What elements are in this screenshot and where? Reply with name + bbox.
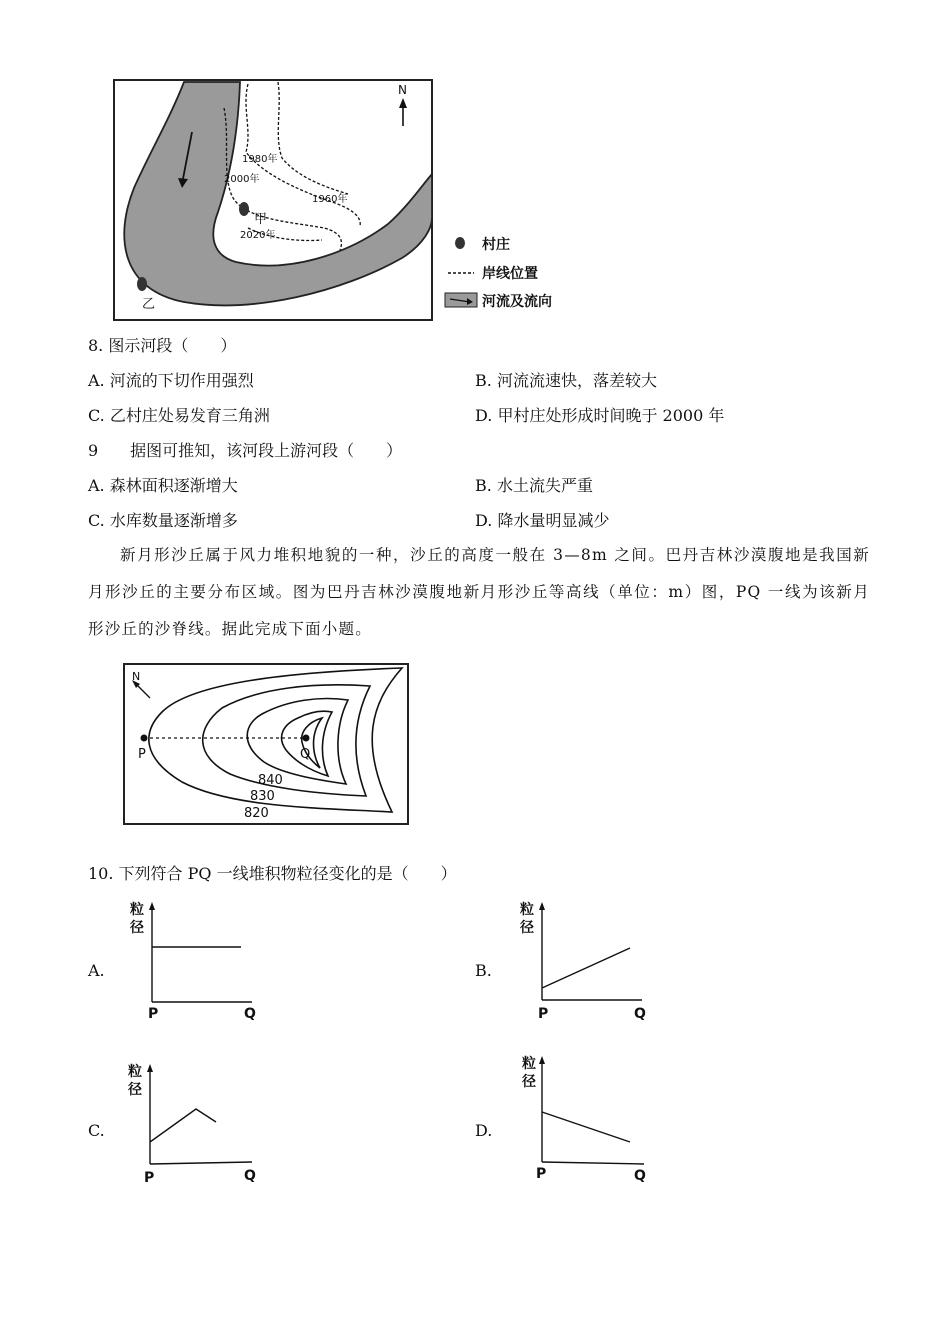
river-map-figure xyxy=(112,78,582,324)
graph-c-x-end: Q xyxy=(244,1168,256,1184)
graph-b-y-label-1: 粒 xyxy=(520,902,534,918)
contour-label-830: 830 xyxy=(250,789,275,804)
year-label-1980: 1980年 xyxy=(242,154,278,165)
point-q xyxy=(303,735,310,742)
graph-c-x-start: P xyxy=(144,1170,155,1186)
q8-option-d[interactable]: D. 甲村庄处形成时间晚于 2000 年 xyxy=(475,406,725,425)
graph-a-x-end: Q xyxy=(244,1006,256,1022)
point-p xyxy=(141,735,148,742)
q10-option-d-label[interactable]: D. xyxy=(475,1121,493,1140)
graph-b-x-end: Q xyxy=(634,1006,646,1022)
q10-option-b-label[interactable]: B. xyxy=(475,961,492,980)
q10-graph-b[interactable] xyxy=(516,898,656,1028)
graph-b-y-label-2: 径 xyxy=(520,920,534,936)
graph-d-curve xyxy=(542,1112,630,1142)
graph-d-y-label-2: 径 xyxy=(522,1074,536,1090)
q9-stem: 9 据图可推知，该河段上游河段（ ） xyxy=(88,441,403,460)
year-label-2000: 2000年 xyxy=(224,174,260,185)
q9-option-d[interactable]: D. 降水量明显减少 xyxy=(475,511,610,530)
graph-d-x-end: Q xyxy=(634,1168,646,1184)
legend-village-label: 村庄 xyxy=(482,237,510,253)
graph-a-x-start: P xyxy=(148,1006,159,1022)
village-jia-marker xyxy=(239,202,249,216)
village-yi-marker xyxy=(137,277,147,291)
legend-shoreline-label: 岸线位置 xyxy=(482,266,538,282)
legend-river-label: 河流及流向 xyxy=(482,294,552,310)
river-map-svg xyxy=(112,78,582,324)
graph-a-y-label-2: 径 xyxy=(130,920,144,936)
graph-c-y-label-2: 径 xyxy=(128,1082,142,1098)
q10-graph-d[interactable] xyxy=(516,1052,656,1188)
q9-option-c[interactable]: C. 水库数量逐渐增多 xyxy=(88,511,238,530)
contour-label-820: 820 xyxy=(244,806,269,821)
legend-village-symbol xyxy=(455,237,465,249)
graph-d-y-label-1: 粒 xyxy=(522,1056,536,1072)
point-q-label: Q xyxy=(300,747,311,762)
q8-option-b[interactable]: B. 河流流速快，落差较大 xyxy=(475,371,657,390)
graph-b-curve xyxy=(542,948,630,988)
graph-c-curve xyxy=(150,1109,216,1142)
graph-b-x-start: P xyxy=(538,1006,549,1022)
q8-option-a[interactable]: A. 河流的下切作用强烈 xyxy=(88,371,254,390)
graph-d-x-start: P xyxy=(536,1166,547,1182)
north-label: N xyxy=(398,83,407,97)
graph-a-y-label-1: 粒 xyxy=(130,902,144,918)
dune-contour-figure xyxy=(122,662,412,828)
graph-c-y-label-1: 粒 xyxy=(128,1064,142,1080)
q9-option-a[interactable]: A. 森林面积逐渐增大 xyxy=(88,476,238,495)
q9-option-b[interactable]: B. 水土流失严重 xyxy=(475,476,593,495)
village-yi-label: 乙 xyxy=(142,297,156,312)
dune-contour-svg xyxy=(122,662,412,828)
village-jia-label: 甲 xyxy=(254,212,268,227)
year-label-2020: 2020年 xyxy=(240,230,276,241)
contour-label-840: 840 xyxy=(258,773,283,788)
q8-option-c[interactable]: C. 乙村庄处易发育三角洲 xyxy=(88,406,270,425)
q10-option-c-label[interactable]: C. xyxy=(88,1121,105,1140)
q8-stem: 8. 图示河段（ ） xyxy=(88,336,237,355)
point-p-label: P xyxy=(138,747,146,762)
passage-text: 新月形沙丘属于风力堆积地貌的一种，沙丘的高度一般在 3—8m 之间。巴丹吉林沙漠腹地是我国新月形沙丘的主要分布区域。图为巴丹吉林沙漠腹地新月形沙丘等高线（单位：m）图，PQ 一线为该新月形沙丘的沙脊线。据此完成下面小题。 xyxy=(88,546,870,638)
year-label-1960: 1960年 xyxy=(312,194,348,205)
q10-stem: 10. 下列符合 PQ 一线堆积物粒径变化的是（ ） xyxy=(88,864,457,883)
q10-graph-a[interactable] xyxy=(128,898,268,1028)
dune-north-label: N xyxy=(132,670,141,683)
q10-option-a-label[interactable]: A. xyxy=(88,961,105,980)
q10-graph-c[interactable] xyxy=(124,1058,264,1190)
